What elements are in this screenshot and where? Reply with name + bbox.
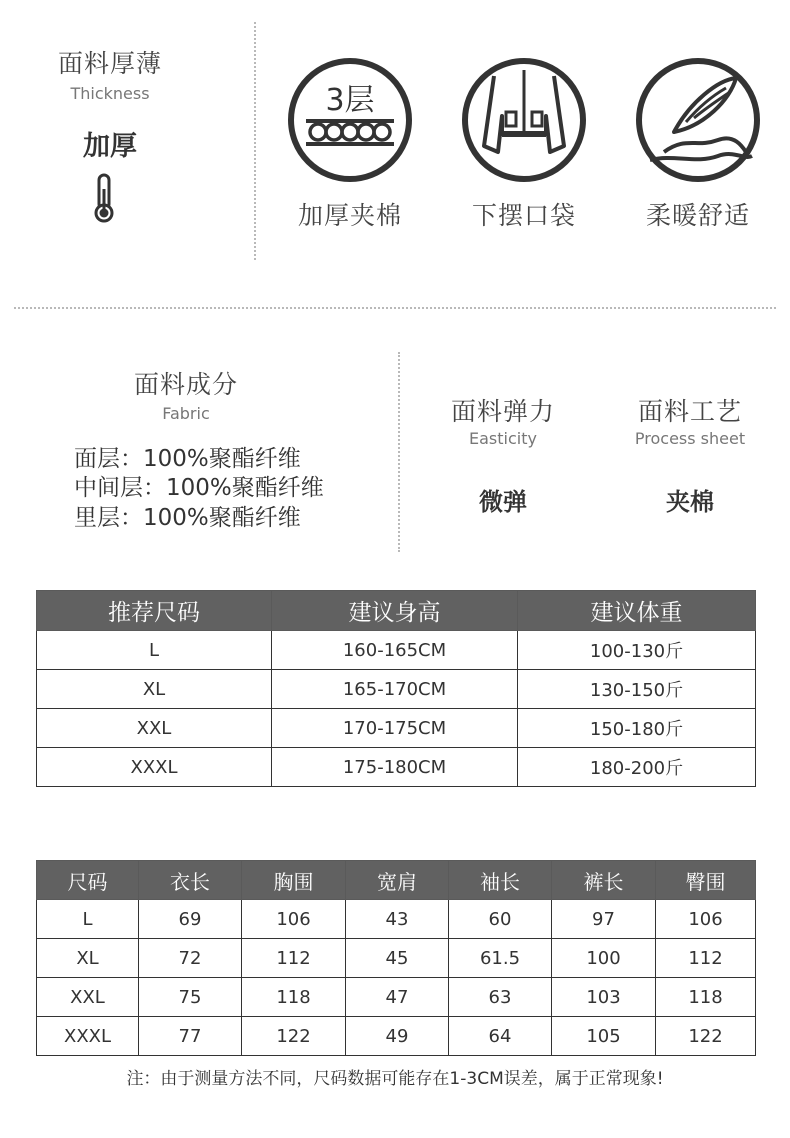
table-cell: 43 xyxy=(346,900,449,939)
table-row xyxy=(37,670,756,709)
feature-label-pocket: 下摆口袋 xyxy=(471,201,576,230)
table-cell: 106 xyxy=(242,900,346,939)
elasticity-subtitle: Easticity xyxy=(469,429,537,448)
table-cell: 72 xyxy=(139,939,242,978)
table-cell: 118 xyxy=(242,978,346,1017)
table-cell: 122 xyxy=(242,1017,346,1056)
table-cell: 77 xyxy=(139,1017,242,1056)
table-cell: 112 xyxy=(242,939,346,978)
table-cell: 100 xyxy=(552,939,656,978)
column-header: 推荐尺码 xyxy=(37,591,272,631)
table-cell: 105 xyxy=(552,1017,656,1056)
table-header-row xyxy=(37,861,756,900)
top-vertical-divider xyxy=(254,22,256,260)
column-header: 袖长 xyxy=(449,861,552,900)
feature-label-soft: 柔暖舒适 xyxy=(645,201,750,230)
table-cell: XXXL xyxy=(37,1017,139,1056)
column-header: 胸围 xyxy=(242,861,346,900)
table-cell: 165-170CM xyxy=(272,670,518,709)
table-cell: XXL xyxy=(37,709,272,748)
table-header-row xyxy=(37,591,756,631)
table-cell: 122 xyxy=(656,1017,756,1056)
column-header: 建议身高 xyxy=(272,591,518,631)
process-subtitle: Process sheet xyxy=(634,429,746,448)
column-header: 臀围 xyxy=(656,861,756,900)
table-cell: L xyxy=(37,631,272,670)
table-cell: 112 xyxy=(656,939,756,978)
measurement-note: 注：由于测量方法不同，尺码数据可能存在1-3CM误差，属于正常现象! xyxy=(126,1069,664,1089)
thermometer-icon xyxy=(92,173,116,223)
fabric-subtitle: Fabric xyxy=(162,404,210,423)
table-row xyxy=(37,939,756,978)
table-cell: 61.5 xyxy=(449,939,552,978)
feature-label-padding: 加厚夹棉 xyxy=(297,201,402,230)
fabric-line-inner: 里层：100%聚酯纤维 xyxy=(74,505,301,531)
table-cell: 49 xyxy=(346,1017,449,1056)
thickness-title: 面料厚薄 xyxy=(57,49,162,78)
table-cell: 63 xyxy=(449,978,552,1017)
table-cell: 175-180CM xyxy=(272,748,518,787)
soft-feather-icon xyxy=(634,56,762,184)
fabric-line-outer: 面层：100%聚酯纤维 xyxy=(74,446,301,472)
thickness-subtitle: Thickness xyxy=(70,84,150,103)
table-cell: 150-180斤 xyxy=(518,709,756,748)
table-cell: 103 xyxy=(552,978,656,1017)
table-cell: 170-175CM xyxy=(272,709,518,748)
column-header: 尺码 xyxy=(37,861,139,900)
table-cell: 118 xyxy=(656,978,756,1017)
table-cell: 69 xyxy=(139,900,242,939)
table-row xyxy=(37,709,756,748)
table-cell: XL xyxy=(37,939,139,978)
table-row xyxy=(37,900,756,939)
elasticity-value: 微弹 xyxy=(479,488,527,516)
table-cell: XXL xyxy=(37,978,139,1017)
fabric-vertical-divider xyxy=(398,352,400,552)
column-header: 衣长 xyxy=(139,861,242,900)
layer-icon-text: 3层 xyxy=(325,83,375,118)
section-divider xyxy=(14,307,776,309)
table-cell: 180-200斤 xyxy=(518,748,756,787)
column-header: 裤长 xyxy=(552,861,656,900)
table-cell: 106 xyxy=(656,900,756,939)
table-row xyxy=(37,978,756,1017)
table-cell: 160-165CM xyxy=(272,631,518,670)
elasticity-title: 面料弹力 xyxy=(450,397,555,426)
table-cell: 47 xyxy=(346,978,449,1017)
table-row xyxy=(37,748,756,787)
recommended-size-table xyxy=(36,590,756,787)
table-row xyxy=(37,1017,756,1056)
process-title: 面料工艺 xyxy=(637,397,742,426)
three-layer-padding-icon xyxy=(286,56,414,184)
table-cell: 64 xyxy=(449,1017,552,1056)
fabric-title: 面料成分 xyxy=(133,370,238,399)
table-cell: 60 xyxy=(449,900,552,939)
table-cell: 45 xyxy=(346,939,449,978)
hem-pocket-icon xyxy=(460,56,588,184)
size-measurement-table xyxy=(36,860,756,1056)
table-cell: L xyxy=(37,900,139,939)
column-header: 宽肩 xyxy=(346,861,449,900)
fabric-line-middle: 中间层：100%聚酯纤维 xyxy=(74,475,324,501)
table-cell: XXXL xyxy=(37,748,272,787)
table-row xyxy=(37,631,756,670)
thickness-value: 加厚 xyxy=(83,131,137,162)
column-header: 建议体重 xyxy=(518,591,756,631)
table-cell: 97 xyxy=(552,900,656,939)
table-cell: 100-130斤 xyxy=(518,631,756,670)
table-cell: XL xyxy=(37,670,272,709)
table-cell: 130-150斤 xyxy=(518,670,756,709)
table-cell: 75 xyxy=(139,978,242,1017)
process-value: 夹棉 xyxy=(666,488,714,516)
